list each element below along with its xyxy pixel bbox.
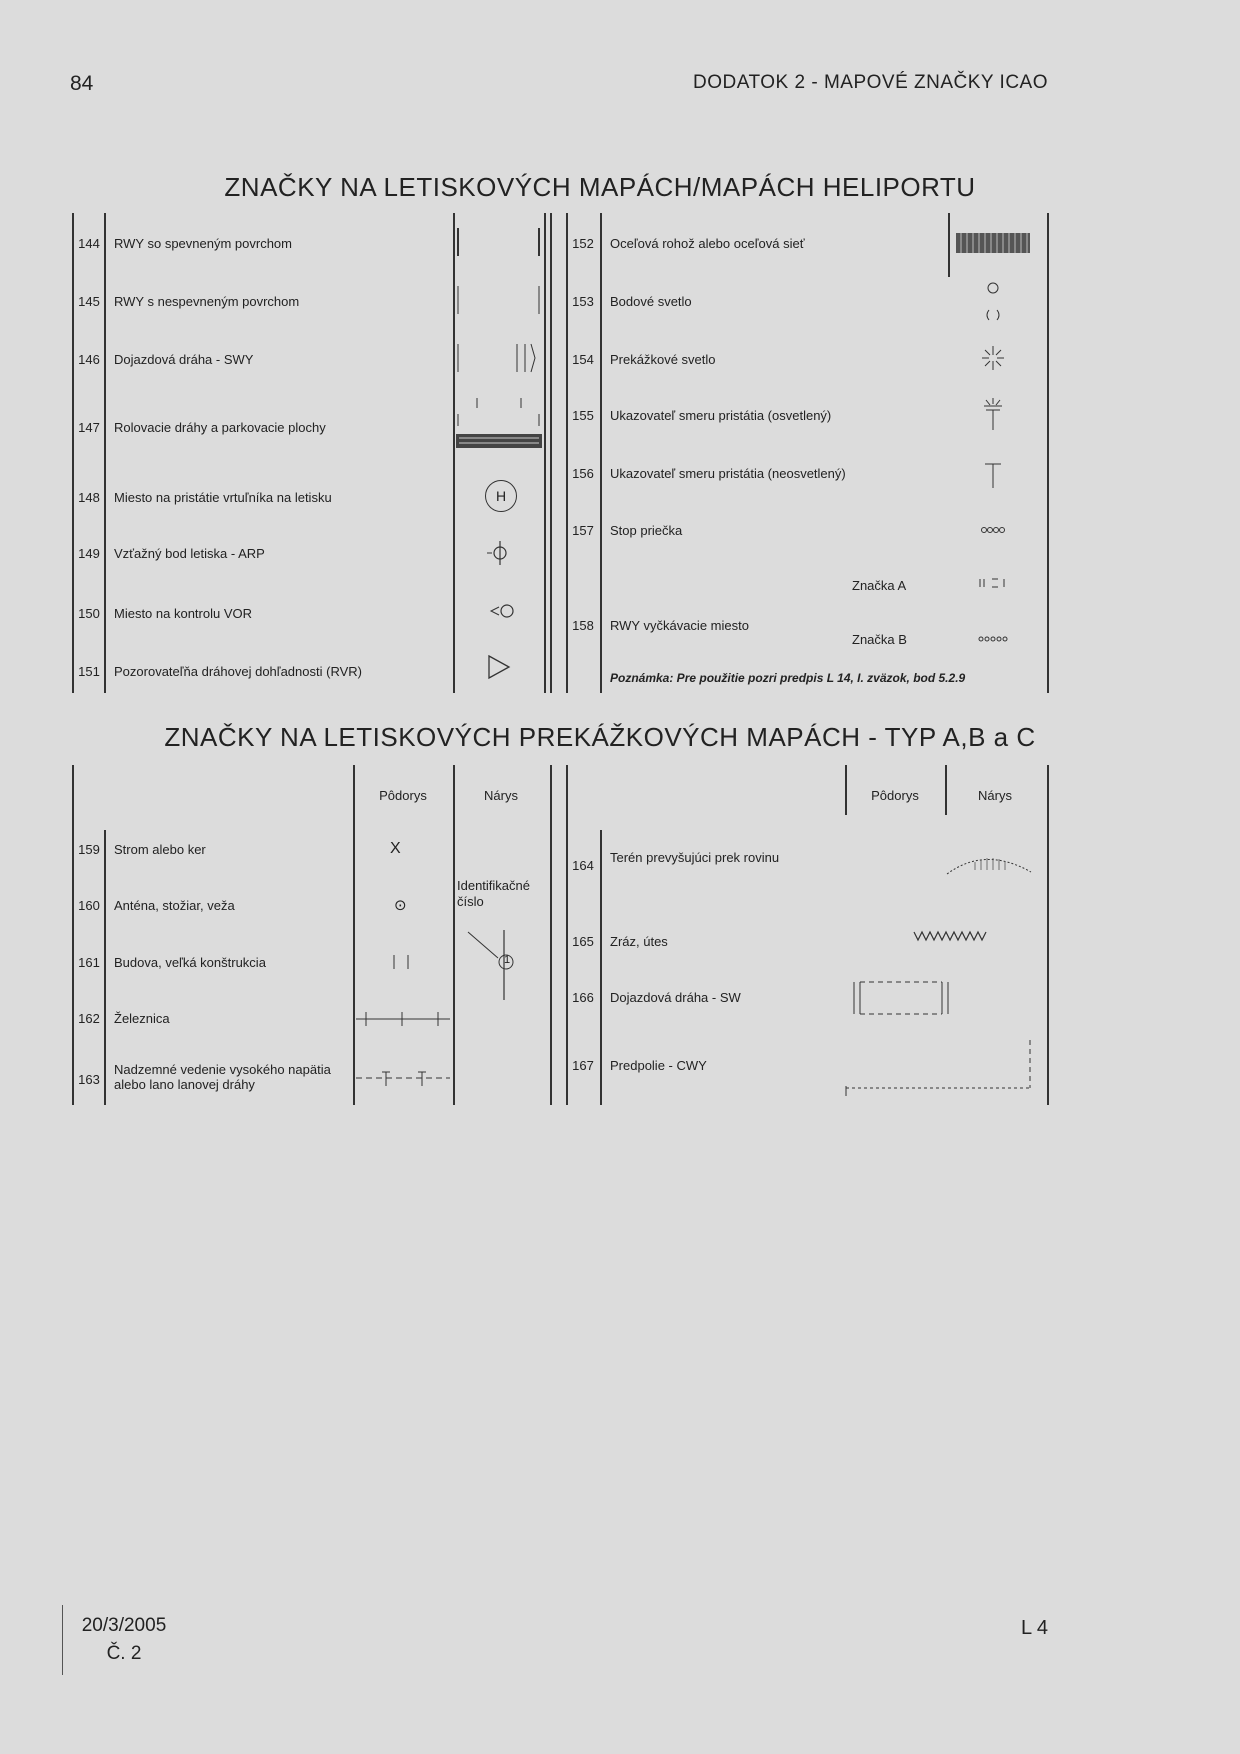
footer-change: Č. 2 (106, 1643, 142, 1664)
stop-bar-icon (978, 524, 1008, 536)
antenna-icon: ⊙ (394, 897, 407, 914)
pattern-b-label: Značka B (852, 632, 907, 647)
section1-note: Poznámka: Pre použitie pozri predpis L 14, I. zväzok, bod 5.2.9 (610, 671, 966, 685)
obstacle-light-icon (980, 344, 1006, 372)
point-light-icon (980, 280, 1006, 326)
col-header-plan: Pôdorys (379, 788, 427, 803)
col-header-elevation: Nárys (484, 788, 518, 803)
footer-date: 20/3/2005 (81, 1615, 167, 1636)
clearway-icon (840, 1036, 1040, 1098)
stopway-icon (455, 342, 545, 374)
holding-pattern-a-icon (976, 576, 1010, 590)
taxiway-icon (455, 396, 545, 456)
vor-check-icon (485, 598, 519, 624)
terrain-icon (945, 848, 1035, 878)
railway-icon (356, 1008, 450, 1030)
identification-number-label: Identifikačné číslo (457, 878, 530, 909)
landing-dir-unlit-icon (980, 460, 1006, 490)
section1-title: ZNAČKY NA LETISKOVÝCH MAPÁCH/MAPÁCH HELIPORTU (224, 172, 976, 202)
power-line-icon (356, 1066, 450, 1090)
holding-pattern-b-icon (976, 632, 1010, 646)
rvr-icon (485, 652, 515, 682)
helipad-icon: H (485, 480, 517, 512)
pattern-a-label: Značka A (852, 578, 907, 593)
rwy-unpaved-icon (455, 284, 545, 316)
cliff-icon (912, 928, 988, 944)
section2-title: ZNAČKY NA LETISKOVÝCH PREKÁŽKOVÝCH MAPÁCH - TYP A,B a C (164, 722, 1036, 752)
footer-code: L 4 (1020, 1617, 1048, 1639)
rwy-paved-icon (455, 226, 545, 258)
landing-dir-lit-icon (980, 396, 1006, 432)
tree-icon: X (390, 840, 401, 857)
arp-icon (485, 538, 515, 568)
identification-number-icon (462, 900, 532, 1000)
col-header-elevation-right: Nárys (978, 788, 1012, 803)
col-header-plan-right: Pôdorys (871, 788, 919, 803)
page-header-title: DODATOK 2 - MAPOVÉ ZNAČKY ICAO (693, 72, 1048, 93)
building-icon (390, 952, 414, 972)
steel-mat-icon (955, 232, 1031, 254)
stopway-obst-icon (852, 978, 962, 1018)
page-number: 84 (70, 72, 94, 95)
identification-number: 1 (503, 954, 511, 966)
